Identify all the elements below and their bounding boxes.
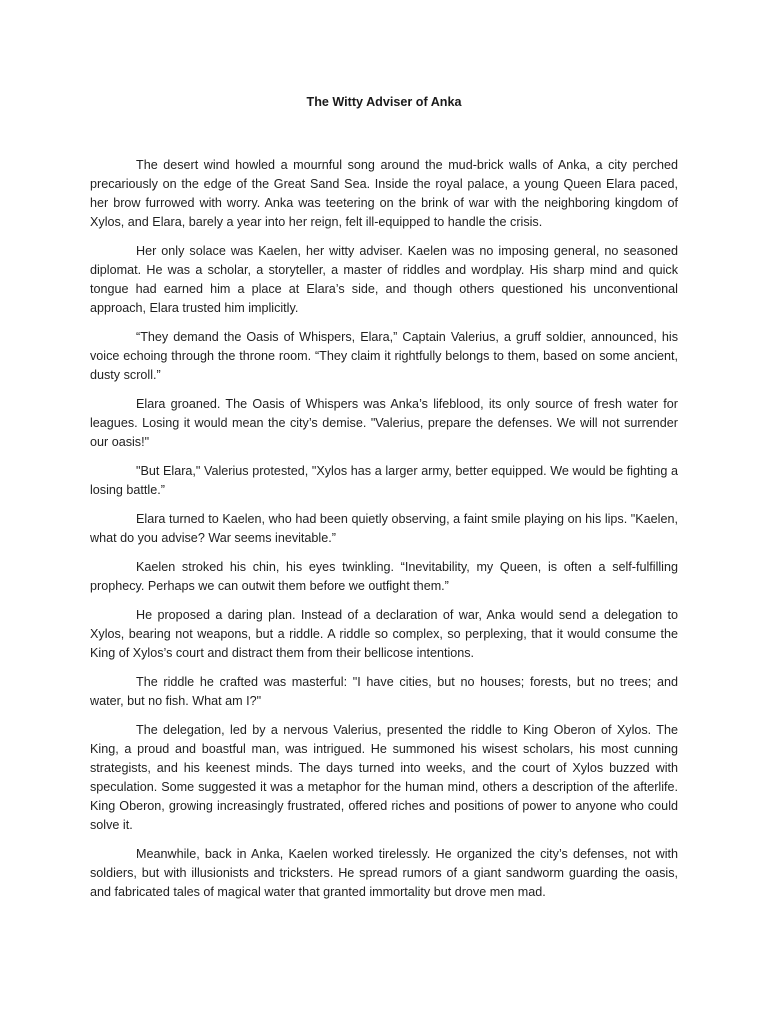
paragraph-1: The desert wind howled a mournful song around the mud-brick walls of Anka, a city perched precariously on the edge of the Great Sand Sea. Inside the royal palace, a young Queen Elara paced, her brow furrowed with worry. Anka was teetering on the brink of war with the neighboring kingdom of Xylos, and Elara, barely a year into her reign, felt ill-equipped to handle the crisis.	[90, 158, 678, 229]
paragraph-8: He proposed a daring plan. Instead of a declaration of war, Anka would send a delegation to Xylos, bearing not weapons, but a riddle. A riddle so complex, so perplexing, that it would consume the King of Xylos’s court and distract them from their bellicose intentions.	[90, 608, 678, 660]
paragraph-4: Elara groaned. The Oasis of Whispers was Anka’s lifeblood, its only source of fresh water for leagues. Losing it would mean the city’s demise. "Valerius, prepare the defenses. We will not surrender our oasis!"	[90, 397, 678, 449]
document-body	[90, 93, 678, 912]
paragraph-6: Elara turned to Kaelen, who had been quietly observing, a faint smile playing on his lips. "Kaelen, what do you advise? War seems inevitable.”	[90, 512, 678, 545]
document-title: The Witty Adviser of Anka	[306, 95, 462, 109]
paragraph-9: The riddle he crafted was masterful: "I have cities, but no houses; forests, but no trees; and water, but no fish. What am I?"	[90, 675, 678, 708]
paragraph-2: Her only solace was Kaelen, her witty adviser. Kaelen was no imposing general, no seasoned diplomat. He was a scholar, a storyteller, a master of riddles and wordplay. His sharp mind and quick tongue had earned him a place at Elara’s side, and though others questioned his unconventional approach, Elara trusted him implicitly.	[90, 244, 678, 315]
paragraph-11: Meanwhile, back in Anka, Kaelen worked tirelessly. He organized the city’s defenses, not with soldiers, but with illusionists and tricksters. He spread rumors of a giant sandworm guarding the oasis, and fabricated tales of magical water that granted immortality but drove men mad.	[90, 847, 678, 899]
paragraph-3: “They demand the Oasis of Whispers, Elara,” Captain Valerius, a gruff soldier, announced, his voice echoing through the throne room. “They claim it rightfully belongs to them, based on some ancient, dusty scroll.”	[90, 330, 678, 382]
paragraph-5: "But Elara," Valerius protested, "Xylos has a larger army, better equipped. We would be fighting a losing battle.”	[90, 464, 678, 497]
paragraph-7: Kaelen stroked his chin, his eyes twinkling. “Inevitability, my Queen, is often a self-fulfilling prophecy. Perhaps we can outwit them before we outfight them.”	[90, 560, 678, 593]
paragraph-10: The delegation, led by a nervous Valerius, presented the riddle to King Oberon of Xylos. The King, a proud and boastful man, was intrigued. He summoned his wisest scholars, his most cunning strategists, and his keenest minds. The days turned into weeks, and the court of Xylos buzzed with speculation. Some suggested it was a metaphor for the human mind, others a description of the afterlife. King Oberon, growing increasingly frustrated, offered riches and positions of power to anyone who could solve it.	[90, 723, 678, 832]
